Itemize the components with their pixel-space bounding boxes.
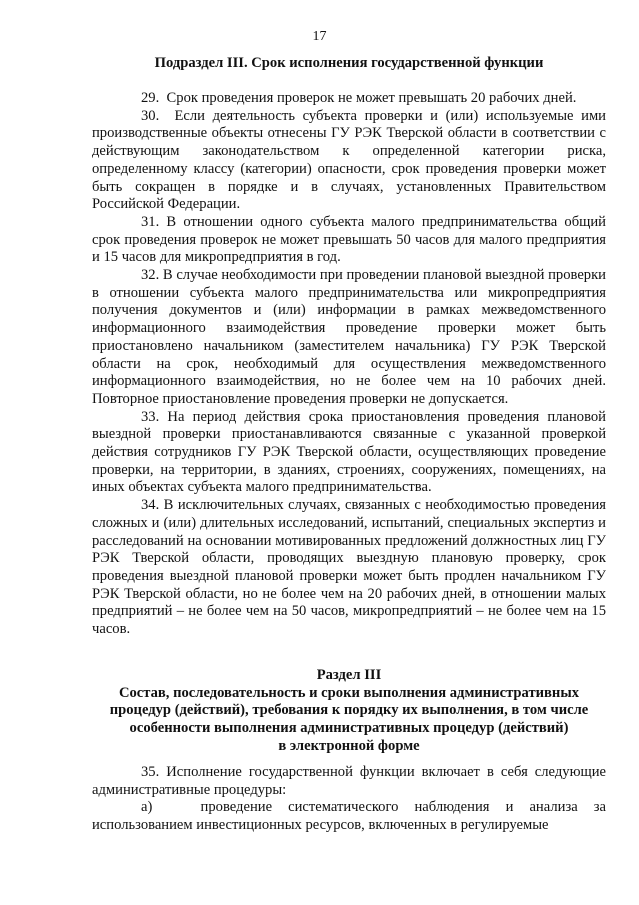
paragraph-35: 35. Исполнение государственной функции включает в себя следующие административные процедуры: <box>92 764 606 798</box>
paragraph-32: 32. В случае необходимости при проведении плановой выездной проверки в отношении субъекта малого предпринимательства или микропредприятия получения документов и (или) информации в рамках межведомственного информационного взаимодействия проведение проверки может быть приостановлено начальником (заместителем начальника) ГУ РЭК Тверской области на срок, необходимый для осуществления межведомственного информационного взаимодействия, но не более чем на 10 рабочих дней. Повторное приостановление проведения проверки не допускается. <box>92 267 606 407</box>
subsection-title: Подраздел III. Срок исполнения государственной функции <box>154 55 544 71</box>
paragraph-29: 29. Срок проведения проверок не может превышать 20 рабочих дней. <box>141 90 577 106</box>
paragraphs-after-block <box>92 764 606 835</box>
paragraphs-block <box>92 90 606 639</box>
section-label: Раздел III <box>316 667 382 683</box>
page-number: 17 <box>312 29 327 44</box>
paragraph-35a: а) проведение систематического наблюдения и анализа за использованием инвестиционных ресурсов, включенных в регулируемые <box>92 799 606 834</box>
section-title-line: процедур (действий), требования к порядку их выполнения, в том числе <box>109 702 589 719</box>
section-heading <box>92 667 606 756</box>
paragraph-31: 31. В отношении одного субъекта малого предпринимательства общий срок проведения проверок не может превышать 50 часов для малого предприятия и 15 часов для микропредприятия в год. <box>92 213 606 266</box>
paragraph-30: 30. Если деятельность субъекта проверки и (или) используемые ими производственные объекты отнесены ГУ РЭК Тверской области в соответствии с действующим законодательством к определенной категории риска, определенному классу (категории) опасности, срок проведения проверки может быть сокращен в порядке и в случаях, установленных Правительством Российской Федерации. <box>92 107 606 213</box>
paragraph-34: 34. В исключительных случаях, связанных с необходимостью проведения сложных и (или) длительных исследований, испытаний, специальных экспертиз и расследований на основании мотивированных предложений должностных лиц ГУ РЭК Тверской области, проводящих выездную плановую проверку, срок проведения выездной плановой проверки может быть продлен начальником ГУ РЭК Тверской области, но не более чем на 20 рабочих дней, в отношении малых предприятий – не более чем на 50 часов, микропредприятий – не более чем на 15 часов. <box>92 497 606 638</box>
section-title-line: в электронной форме <box>278 737 420 754</box>
section-title-line: Состав, последовательность и сроки выполнения административных <box>118 684 580 701</box>
section-title-line: особенности выполнения административных процедур (действий) <box>129 720 569 737</box>
paragraph-33: 33. На период действия срока приостановления проведения плановой выездной проверки приостанавливаются связанные с указанной проверкой действия сотрудников ГУ РЭК Тверской области, осуществляющих проведение проверки, на территории, в зданиях, строениях, сооружениях, помещениях, на иных объектах субъекта малого предпринимательства. <box>92 408 606 496</box>
